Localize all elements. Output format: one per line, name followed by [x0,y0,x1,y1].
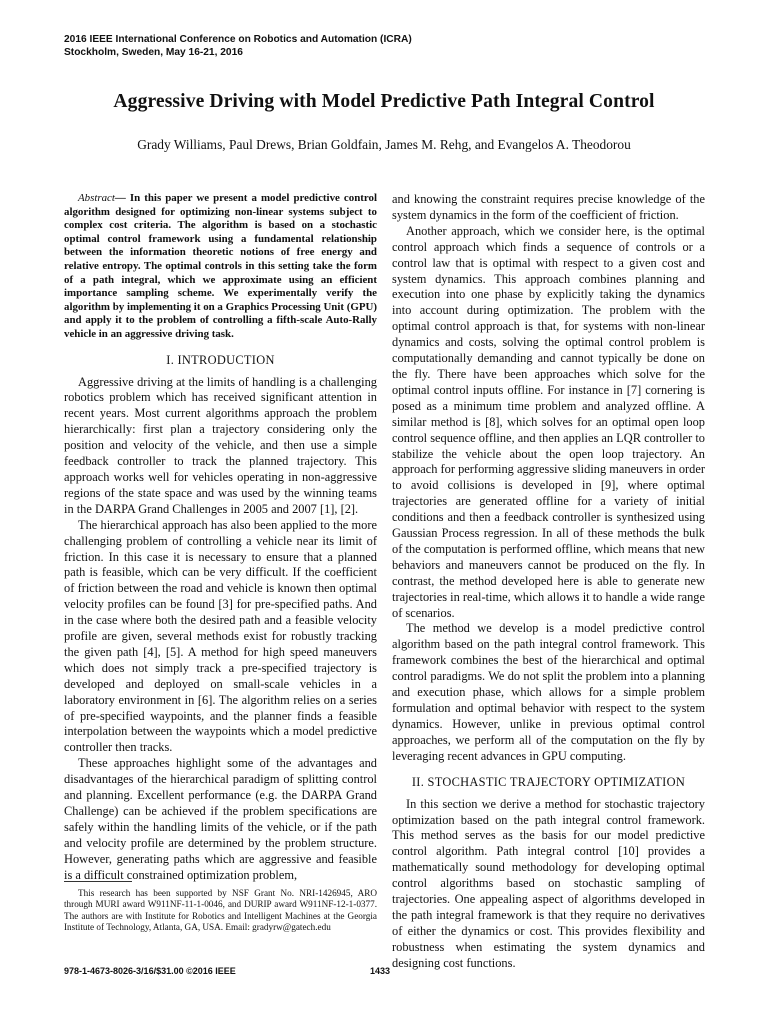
intro-paragraph-1: Aggressive driving at the limits of handling is a challenging robotics problem which has received significant attention in recent years. Most current algorithms approach the problem hierarchically: first plan a trajectory considering only the position and velocity of the vehicle, and then use a simple feedback controller to track the planned trajectory. This approach works well for vehicles operating in non-aggressive regions of the state space and was used by the winning teams in the DARPA Grand Challenges in 2005 and 2007 [1], [2]. [64,374,377,516]
section-heading-introduction: I. INTRODUCTION [166,352,275,367]
abstract-dash: — [114,192,126,204]
right-paragraph-2: Another approach, which we consider here, is the optimal control approach which finds a sequence of controls or a control law that is optimal with respect to a given cost and system dynamics. This approach combines planning and execution into one phase by explicitly taking the dynamics into account during optimization. The problem with the optimal control approach is that, for systems with non-linear dynamics and costs, solving the optimal control problem is computationally demanding and cannot typically be done on the fly. There have been approaches which solve for the optimal control inputs offline. For instance in [7] cornering is posed as a minimum time problem and analyzed offline. A similar method is [8], which solves for an optimal open loop control sequence offline, and then applies an LQR controller to stabilize the vehicle about the open loop trajectory. An approach for performing aggressive sliding maneuvers in order to avoid collisions is developed in [9], where optimal trajectories are generated offline for a variety of initial conditions and then a feedback controller is synthesized using Gaussian Process regression. In all of these methods the bulk of the computation is performed offline, which means that new behaviors and maneuvers cannot be produced on the fly. In contrast, the method developed here is able to generate new trajectories in real-time, which allows it to handle a wide range of scenarios. [392,223,705,620]
conference-location: Stockholm, Sweden, May 16-21, 2016 [64,47,243,58]
paper-authors: Grady Williams, Paul Drews, Brian Goldfain, James M. Rehg, and Evangelos A. Theodorou [137,137,631,152]
conference-name: 2016 IEEE International Conference on Robotics and Automation (ICRA) [64,34,412,45]
page-number: 1433 [370,966,391,976]
section2-paragraph-1: In this section we derive a method for stochastic trajectory optimization based on the path integral control framework. This method serves as the basis for our model predictive control algorithm. Path integral control [10] provides a mathematically sound methodology for developing optimal control algorithms based on stochastic sampling of trajectories. One appealing aspect of algorithms developed in the path integral framework is that they require no derivatives of either the dynamics or cost. This provides flexibility and robustness when estimating the system dynamics and designing cost functions. [392,796,705,970]
conference-header [64,33,412,59]
right-paragraph-1: and knowing the constraint requires precise knowledge of the system dynamics in the form of the coefficient of friction. [392,192,705,222]
left-column [64,192,377,884]
paper-title: Aggressive Driving with Model Predictive Path Integral Control [113,91,655,112]
abstract [64,192,377,342]
intro-paragraph-3: These approaches highlight some of the advantages and disadvantages of the hierarchical paradigm of splitting control and planning. Excellent performance (e.g. the DARPA Grand Challenge) can be achieved if the problem specifications are safely within the handling limits of the vehicle, or if the path and velocity profile are determined by the problem structure. However, generating paths which are aggressive and feasible is a difficult constrained optimization problem, [64,756,377,882]
intro-paragraph-2: The hierarchical approach has also been applied to the more challenging problem of controlling a vehicle near its limit of friction. In this case it is necessary to ensure that a planned path is feasible, which can be very difficult. If the coefficient of friction between the road and vehicle is known then optimal velocity profiles can be found [3] for pre-specified paths. And in the case where both the desired path and a feasible velocity profile are given, several methods exist for robustly tracking the given path [4], [5]. A method for high speed maneuvers which does not simply track a pre-specified trajectory is developed and deployed on small-scale vehicles in a laboratory environment in [6]. The algorithm relies on a series of pre-specified waypoints, and the planner finds a feasible interpolation between the waypoints which a model predictive controller then tracks. [64,517,377,755]
isbn-copyright: 978-1-4673-8026-3/16/$31.00 ©2016 IEEE [64,966,236,976]
abstract-text: In this paper we present a model predictive control algorithm designed for optimizing non-linear systems subject to complex cost criteria. The algorithm is based on a stochastic optimal control framework using a fundamental relationship between the information theoretic notions of free energy and relative entropy. The optimal controls in this setting take the form of a path integral, which we approximate using an efficient importance sampling scheme. We experimentally verify the algorithm by implementing it on a Graphics Processing Unit (GPU) and apply it to the problem of controlling a fifth-scale Auto-Rally vehicle in an aggressive driving task. [64,192,377,340]
right-column [392,192,705,972]
section-heading-stochastic-trajectory-optimization: II. STOCHASTIC TRAJECTORY OPTIMIZATION [411,774,686,789]
abstract-label: Abstract [78,192,115,204]
footnote: This research has been supported by NSF Grant No. NRI-1426945, ARO through MURI award W911NF-11-1-0046, and DURIP award W911NF-12-1-0377. The authors are with Institute for Robotics and Intelligent Machines at the Georgia Institute of Technology, Atlanta, GA, USA. Email: gradyrw@gatech.edu [64,888,377,933]
right-paragraph-3: The method we develop is a model predictive control algorithm based on the path integral control framework. This framework combines the best of the hierarchical and optimal control paradigms. We do not split the problem into a planning and execution phase, which allows for a simple problem formulation and optimal behavior with respect to the system dynamics. However, unlike in previous optimal control approaches, we perform all of the computation on the fly by leveraging recent advances in GPU computing. [392,621,705,763]
footnote-divider [64,881,132,882]
